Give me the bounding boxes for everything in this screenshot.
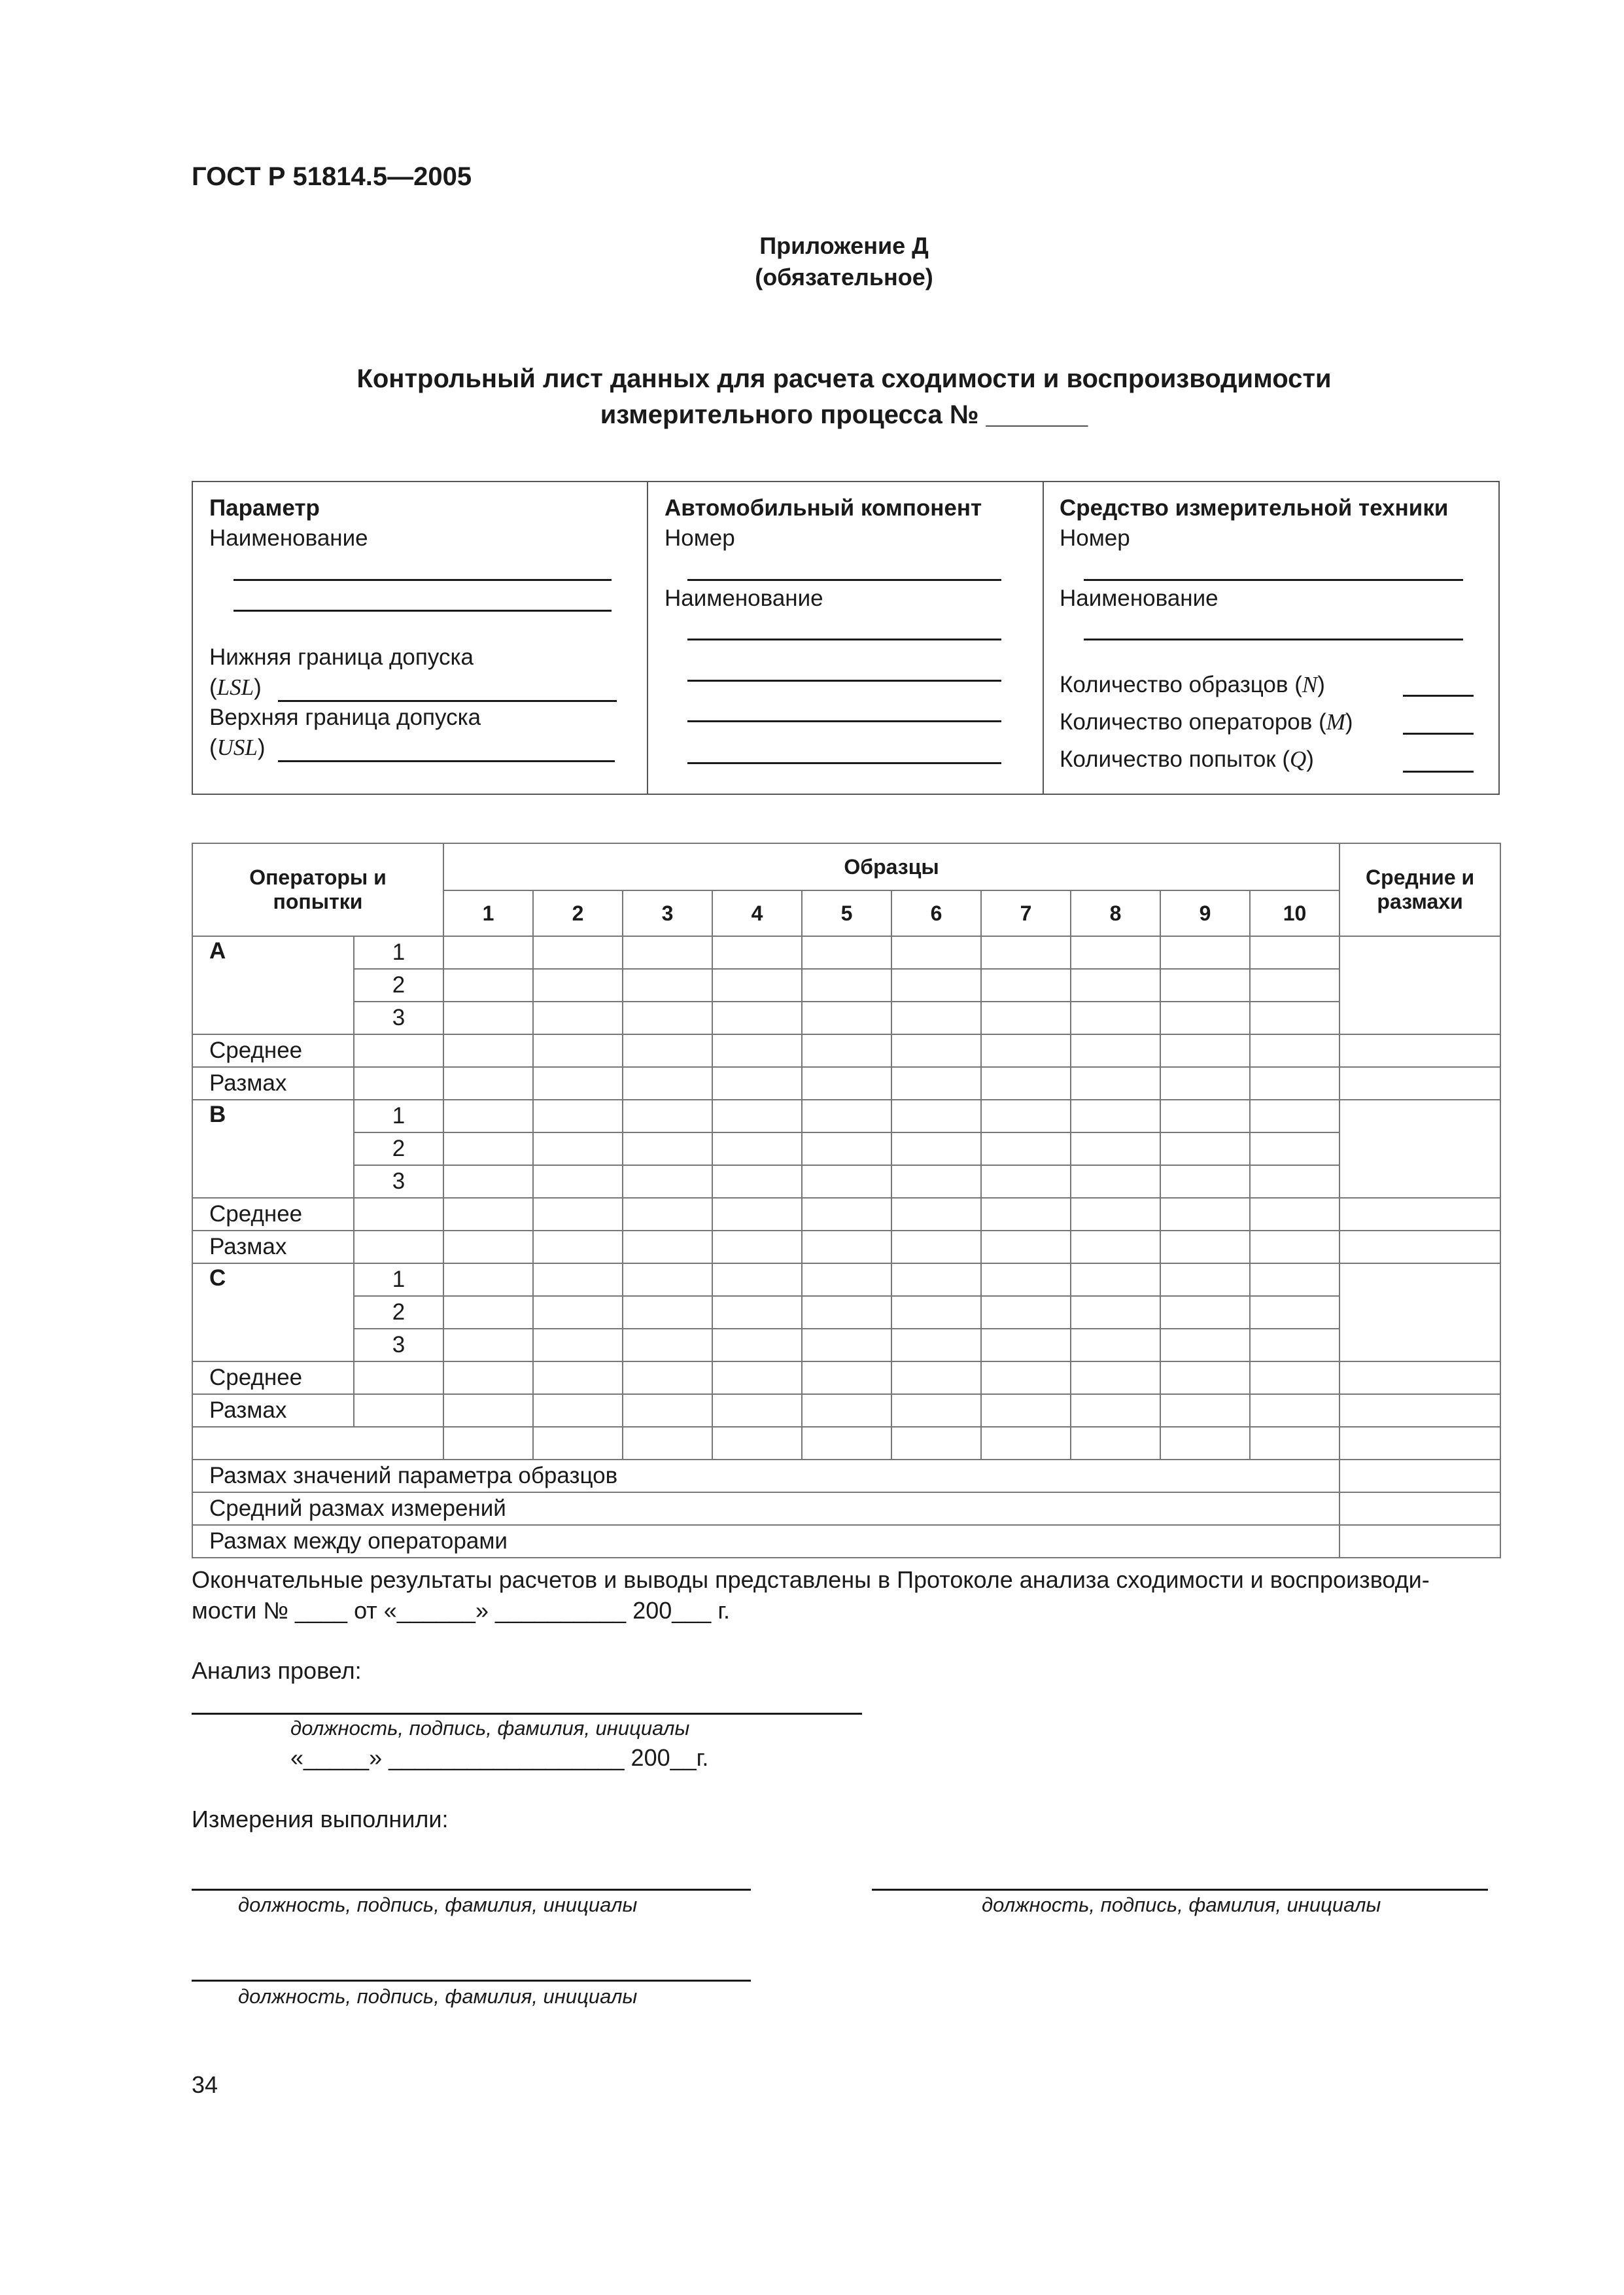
data-cell [712, 1361, 802, 1394]
data-cell [1160, 1132, 1250, 1165]
data-cell [1250, 1132, 1339, 1165]
data-cell [712, 1427, 802, 1460]
data-cell [623, 1034, 712, 1067]
data-cell [1250, 1263, 1339, 1296]
trial-number: 3 [354, 1329, 443, 1361]
analysis-caption: должность, подпись, фамилия, инициалы [290, 1717, 690, 1740]
data-cell [802, 1394, 891, 1427]
data-cell [891, 1296, 981, 1329]
data-cell [1160, 1198, 1250, 1231]
means-cell [1339, 1034, 1500, 1067]
means-cell [1339, 1198, 1500, 1231]
data-cell [891, 1198, 981, 1231]
samples-count-line [1403, 695, 1474, 697]
header-means-ranges: Средние и размахи [1339, 843, 1500, 936]
data-cell [802, 1296, 891, 1329]
mean-label: Среднее [192, 1034, 354, 1067]
data-cell [981, 1231, 1071, 1263]
data-cell [712, 1100, 802, 1132]
data-cell [443, 969, 533, 1002]
data-cell [712, 1165, 802, 1198]
sample-number: 4 [712, 890, 802, 936]
trial-row [192, 1263, 1500, 1296]
lower-limit-label: Нижняя граница допуска [209, 644, 474, 670]
data-cell [533, 1361, 623, 1394]
measurements-caption: должность, подпись, фамилия, инициалы [238, 1985, 638, 2008]
data-cell [981, 1329, 1071, 1361]
data-cell [623, 1231, 712, 1263]
data-cell [1160, 936, 1250, 969]
data-cell [443, 1132, 533, 1165]
data-cell [1250, 1198, 1339, 1231]
data-cell [891, 1002, 981, 1034]
data-cell [533, 1427, 623, 1460]
data-cell [1071, 1394, 1160, 1427]
data-cell [533, 1034, 623, 1067]
summary-row [192, 1492, 1500, 1525]
measurements-signature-line [192, 1889, 751, 1891]
data-cell [891, 1067, 981, 1100]
data-cell [533, 1132, 623, 1165]
data-cell [623, 936, 712, 969]
data-cell [623, 1394, 712, 1427]
component-name-line [687, 680, 1001, 682]
trial-number: 1 [354, 936, 443, 969]
param-heading: Параметр [209, 495, 320, 521]
data-cell [443, 1165, 533, 1198]
data-cell [443, 1198, 533, 1231]
data-cell [443, 1394, 533, 1427]
data-cell [1071, 1034, 1160, 1067]
data-cell [802, 1002, 891, 1034]
data-cell [623, 1165, 712, 1198]
instrument-number-label: Номер [1060, 525, 1130, 551]
data-cell [712, 969, 802, 1002]
data-cell [623, 1100, 712, 1132]
data-cell [1160, 1361, 1250, 1394]
data-cell [1160, 1100, 1250, 1132]
data-cell [443, 1263, 533, 1296]
component-number-line [687, 579, 1001, 581]
means-cell [1339, 936, 1500, 1034]
summary-label: Размах значений параметра образцов [192, 1460, 1339, 1492]
data-cell [533, 1394, 623, 1427]
measurements-signature-line [872, 1889, 1488, 1891]
data-cell [891, 1231, 981, 1263]
measurements-label: Измерения выполнили: [192, 1806, 449, 1832]
data-cell [712, 1198, 802, 1231]
data-cell [443, 1231, 533, 1263]
data-cell [891, 1394, 981, 1427]
data-cell [712, 1034, 802, 1067]
range-row [192, 1394, 1500, 1427]
data-cell [1071, 1329, 1160, 1361]
means-cell [1339, 1100, 1500, 1198]
data-cell [891, 1361, 981, 1394]
data-cell [1250, 969, 1339, 1002]
component-name-line [687, 720, 1001, 722]
range-row [192, 1067, 1500, 1100]
data-cell [623, 1067, 712, 1100]
data-cell [354, 1067, 443, 1100]
trial-number: 1 [354, 1100, 443, 1132]
data-cell [1250, 1002, 1339, 1034]
sample-number: 9 [1160, 890, 1250, 936]
data-table [192, 843, 1501, 1558]
range-label: Размах [192, 1394, 354, 1427]
data-cell [981, 1296, 1071, 1329]
operators-count-label: Количество операторов (M) [1060, 709, 1353, 735]
summary-value [1339, 1492, 1500, 1525]
data-cell [443, 1329, 533, 1361]
data-cell [1160, 1427, 1250, 1460]
trial-number: 3 [354, 1002, 443, 1034]
data-cell [533, 1067, 623, 1100]
data-cell [712, 1394, 802, 1427]
summary-row [192, 1525, 1500, 1558]
data-cell [1250, 1034, 1339, 1067]
usl-line [278, 760, 615, 762]
operator-name: С [192, 1263, 354, 1361]
mean-row [192, 1198, 1500, 1231]
data-cell [1071, 1263, 1160, 1296]
summary-value [1339, 1525, 1500, 1558]
data-cell [533, 1329, 623, 1361]
info-divider [1043, 482, 1044, 794]
data-cell [1160, 1034, 1250, 1067]
data-cell [1071, 969, 1160, 1002]
operator-rows [192, 936, 1500, 1427]
operator-name: А [192, 936, 354, 1034]
analysis-signature-line [192, 1713, 862, 1715]
operator-name: В [192, 1100, 354, 1198]
data-cell [981, 1100, 1071, 1132]
trials-count-line [1403, 771, 1474, 773]
mean-row [192, 1361, 1500, 1394]
data-cell [1160, 1394, 1250, 1427]
data-cell [1160, 969, 1250, 1002]
data-cell [1071, 1361, 1160, 1394]
data-cell [802, 1034, 891, 1067]
data-cell [1071, 1002, 1160, 1034]
data-cell [1160, 1067, 1250, 1100]
mean-label: Среднее [192, 1198, 354, 1231]
data-cell [1071, 1067, 1160, 1100]
data-cell [354, 1231, 443, 1263]
blank-row [192, 1427, 1500, 1460]
data-cell [802, 1329, 891, 1361]
data-cell [1160, 1165, 1250, 1198]
trial-number: 3 [354, 1165, 443, 1198]
instrument-number-line [1084, 579, 1463, 581]
data-cell [1160, 1002, 1250, 1034]
data-cell [1250, 1296, 1339, 1329]
component-name-line [687, 762, 1001, 764]
data-cell [1071, 1231, 1160, 1263]
data-cell [623, 1263, 712, 1296]
usl-label: (USL) [209, 735, 266, 760]
trial-number: 2 [354, 969, 443, 1002]
data-cell [443, 1034, 533, 1067]
trial-row [192, 936, 1500, 969]
measurements-caption: должность, подпись, фамилия, инициалы [238, 1893, 638, 1916]
lsl-label: (LSL) [209, 674, 262, 700]
trials-count-label: Количество попыток (Q) [1060, 746, 1314, 772]
data-cell [981, 1427, 1071, 1460]
analysis-date: «_____» __________________ 200__г. [290, 1744, 709, 1771]
data-cell [1250, 1067, 1339, 1100]
means-cell [1339, 1231, 1500, 1263]
data-cell [623, 1198, 712, 1231]
data-cell [891, 1165, 981, 1198]
data-cell [443, 1427, 533, 1460]
data-cell [802, 1165, 891, 1198]
upper-limit-label: Верхняя граница допуска [209, 705, 481, 730]
data-cell [891, 1427, 981, 1460]
conclusion-line2: мости № ____ от «______» __________ 200___ г. [192, 1597, 731, 1624]
data-cell [1071, 1198, 1160, 1231]
data-cell [443, 1067, 533, 1100]
data-cell [802, 969, 891, 1002]
data-cell [1250, 1329, 1339, 1361]
data-cell [1160, 1329, 1250, 1361]
data-cell [802, 936, 891, 969]
data-cell [1250, 1165, 1339, 1198]
lsl-line [278, 700, 617, 702]
data-cell [981, 1034, 1071, 1067]
means-cell [1339, 1394, 1500, 1427]
data-cell [981, 936, 1071, 969]
sample-number: 3 [623, 890, 712, 936]
trial-row [192, 969, 1500, 1002]
data-cell [623, 1132, 712, 1165]
instrument-name-label: Наименование [1060, 586, 1218, 611]
data-cell [981, 1067, 1071, 1100]
data-cell [1071, 1132, 1160, 1165]
data-cell [981, 1002, 1071, 1034]
summary-label: Размах между операторами [192, 1525, 1339, 1558]
data-cell [802, 1231, 891, 1263]
means-cell [1339, 1361, 1500, 1394]
header-operators: Операторы и попытки [192, 843, 443, 936]
component-name-line [687, 639, 1001, 640]
data-cell [623, 1427, 712, 1460]
data-cell [891, 1263, 981, 1296]
data-cell [891, 1034, 981, 1067]
data-cell [623, 969, 712, 1002]
data-cell [533, 1198, 623, 1231]
data-cell [443, 1100, 533, 1132]
data-cell [802, 1427, 891, 1460]
sample-number: 8 [1071, 890, 1160, 936]
appendix-title: Приложение Д [759, 232, 929, 259]
data-cell [443, 1361, 533, 1394]
data-cell [981, 1198, 1071, 1231]
samples-count-label: Количество образцов (N) [1060, 672, 1325, 697]
form-title-line1: Контрольный лист данных для расчета сходимости и воспроизводимости [356, 364, 1332, 393]
range-row [192, 1231, 1500, 1263]
data-cell [1160, 1296, 1250, 1329]
data-cell [623, 1002, 712, 1034]
measurements-signature-line [192, 1980, 751, 1982]
appendix-type: (обязательное) [755, 264, 933, 290]
data-cell [1071, 936, 1160, 969]
summary-label: Средний размах измерений [192, 1492, 1339, 1525]
data-cell [802, 1263, 891, 1296]
trial-number: 2 [354, 1296, 443, 1329]
instrument-heading: Средство измерительной техники [1060, 495, 1449, 521]
document-code: ГОСТ Р 51814.5—2005 [192, 162, 472, 191]
data-cell [443, 1296, 533, 1329]
data-cell [1160, 1263, 1250, 1296]
data-cell [443, 1002, 533, 1034]
summary-value [1339, 1460, 1500, 1492]
info-box [192, 481, 1500, 795]
form-title-line2: измерительного процесса № _______ [600, 400, 1088, 429]
trial-number: 1 [354, 1263, 443, 1296]
data-cell [533, 969, 623, 1002]
data-cell [712, 1329, 802, 1361]
data-cell [533, 1231, 623, 1263]
data-cell [354, 1361, 443, 1394]
range-label: Размах [192, 1231, 354, 1263]
data-cell [981, 1165, 1071, 1198]
data-cell [354, 1198, 443, 1231]
trial-row [192, 1132, 1500, 1165]
data-cell [891, 936, 981, 969]
data-cell [1071, 1296, 1160, 1329]
data-cell [1250, 1361, 1339, 1394]
data-cell [891, 1329, 981, 1361]
data-cell [623, 1361, 712, 1394]
conclusion-line1: Окончательные результаты расчетов и выводы представлены в Протоколе анализа сходимости и воспроизводи- [192, 1566, 1430, 1593]
sample-number: 5 [802, 890, 891, 936]
data-cell [891, 969, 981, 1002]
data-cell [354, 1034, 443, 1067]
summary-rows [192, 1427, 1500, 1558]
data-cell [802, 1361, 891, 1394]
param-name-line [233, 579, 612, 581]
data-cell [981, 1263, 1071, 1296]
data-cell [1071, 1165, 1160, 1198]
data-cell [354, 1394, 443, 1427]
trial-number: 2 [354, 1132, 443, 1165]
trial-row [192, 1100, 1500, 1132]
component-heading: Автомобильный компонент [665, 495, 982, 521]
data-cell [712, 1067, 802, 1100]
data-cell [981, 1132, 1071, 1165]
analysis-label: Анализ провел: [192, 1657, 362, 1684]
data-cell [802, 1067, 891, 1100]
data-cell [981, 1361, 1071, 1394]
data-cell [1160, 1231, 1250, 1263]
data-cell [712, 1231, 802, 1263]
data-cell [533, 1002, 623, 1034]
sample-number: 6 [891, 890, 981, 936]
mean-label: Среднее [192, 1361, 354, 1394]
sample-number: 1 [443, 890, 533, 936]
data-cell [1250, 1231, 1339, 1263]
data-cell [712, 936, 802, 969]
param-name-line [233, 610, 612, 612]
means-cell [1339, 1427, 1500, 1460]
mean-row [192, 1034, 1500, 1067]
data-cell [533, 1296, 623, 1329]
means-cell [1339, 1067, 1500, 1100]
trial-row [192, 1002, 1500, 1034]
instrument-name-line [1084, 639, 1463, 640]
trial-row [192, 1296, 1500, 1329]
sample-number: 7 [981, 890, 1071, 936]
data-cell [712, 1002, 802, 1034]
data-cell [981, 969, 1071, 1002]
data-cell [802, 1198, 891, 1231]
component-number-label: Номер [665, 525, 735, 551]
data-cell [802, 1100, 891, 1132]
data-cell [981, 1394, 1071, 1427]
info-divider [647, 482, 648, 794]
data-cell [891, 1100, 981, 1132]
data-cell [533, 1100, 623, 1132]
data-cell [712, 1263, 802, 1296]
data-cell [1250, 936, 1339, 969]
data-cell [1250, 1394, 1339, 1427]
page-number: 34 [192, 2071, 218, 2098]
data-cell [712, 1296, 802, 1329]
data-cell [533, 1263, 623, 1296]
trial-row [192, 1329, 1500, 1361]
header-samples: Образцы [443, 843, 1339, 890]
data-cell [533, 936, 623, 969]
range-label: Размах [192, 1067, 354, 1100]
data-cell [712, 1132, 802, 1165]
sample-number: 10 [1250, 890, 1339, 936]
data-cell [533, 1165, 623, 1198]
param-name-label: Наименование [209, 525, 368, 551]
component-name-label: Наименование [665, 586, 823, 611]
data-cell [623, 1329, 712, 1361]
data-cell [891, 1132, 981, 1165]
summary-row [192, 1460, 1500, 1492]
means-cell [1339, 1263, 1500, 1361]
data-cell [802, 1132, 891, 1165]
data-cell [1071, 1100, 1160, 1132]
data-cell [1071, 1427, 1160, 1460]
operators-count-line [1403, 733, 1474, 735]
data-cell [192, 1427, 443, 1460]
sample-number: 2 [533, 890, 623, 936]
data-cell [1250, 1427, 1339, 1460]
trial-row [192, 1165, 1500, 1198]
data-cell [443, 936, 533, 969]
data-cell [1250, 1100, 1339, 1132]
data-cell [623, 1296, 712, 1329]
measurements-caption: должность, подпись, фамилия, инициалы [982, 1893, 1381, 1916]
